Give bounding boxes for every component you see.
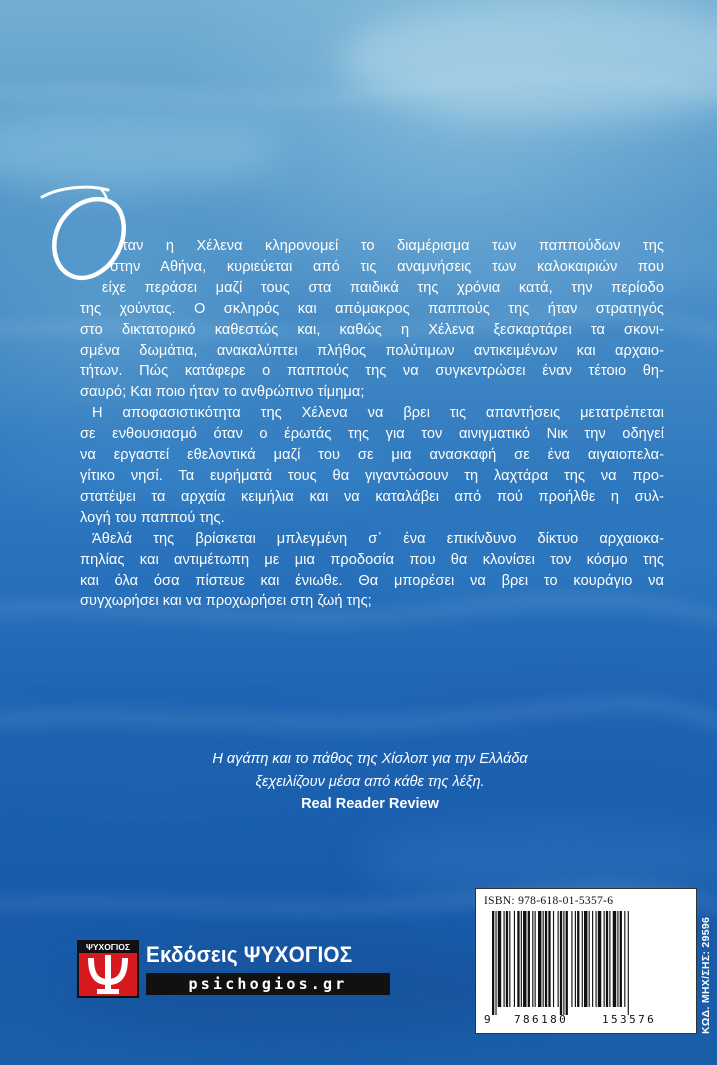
- barcode-bar: [571, 911, 572, 1007]
- barcode-bar: [545, 911, 547, 1007]
- blurb-paragraph-2: [80, 403, 664, 528]
- barcode-bar: [492, 911, 494, 1015]
- text-line: Άθελά της βρίσκεται μπλεγμένη σ᾽ ένα επικίνδυνο δίκτυο αρχαιοκα-: [92, 530, 664, 547]
- isbn-barcode-box: [475, 888, 697, 1034]
- text-line: της χούντας. Ο σκληρός και απόμακρος παππούς της ήταν στρατηγός: [80, 300, 664, 317]
- barcode-bar: [596, 911, 597, 1007]
- text-line: πηλίας και αντιμέτωπη με μια προδοσία που θα κλονίσει τον κόσμο της: [80, 551, 664, 568]
- product-code: ΚΩΔ. ΜΗΧ/ΣΗΣ: 29596: [700, 916, 712, 1034]
- text-line: ταν η Χέλενα κληρονομεί το διαμέρισμα των παππούδων της: [122, 238, 664, 254]
- barcode-bar: [535, 911, 536, 1007]
- barcode-bar: [514, 911, 515, 1007]
- text-line: είχε περάσει μαζί τους στα παιδικά της χρόνια κατά, την περίοδο: [102, 279, 664, 296]
- barcode-bar: [628, 911, 629, 1015]
- ean-first-digit: 9: [484, 1013, 491, 1026]
- ean-right-digits: 153576: [602, 1013, 657, 1026]
- barcode-bar: [620, 911, 622, 1007]
- text-line: Η αποφασιστικότητα της Χέλενα να βρει τις απαντήσεις μετατρέπεται: [92, 405, 664, 422]
- barcode-bar: [575, 911, 576, 1007]
- text-line: σαυρό; Και ποιο ήταν το ανθρώπινο τίμημα;: [80, 384, 365, 401]
- barcode-bar: [609, 911, 610, 1007]
- barcode-bar: [606, 911, 608, 1007]
- barcode-bar: [624, 911, 625, 1007]
- publisher-logo: [77, 940, 139, 998]
- barcode-bar: [592, 911, 593, 1007]
- barcode-bar: [613, 911, 616, 1007]
- publisher-logo-text: ΨΥΧΟΓΙΟΣ: [85, 942, 131, 952]
- text-line: συγχωρήσει και να προχωρήσει στη ζωή της;: [80, 593, 372, 610]
- quote-line: Η αγάπη και το πάθος της Χίσλοπ για την Ελλάδα: [212, 751, 528, 767]
- barcode-bar: [498, 911, 501, 1007]
- publisher-name: Εκδόσεις ΨΥΧΟΓΙΟΣ: [146, 942, 353, 967]
- blurb-paragraph-1: [80, 236, 664, 403]
- text-line: σε ενθουσιασμό όταν ο έρωτάς της για τον αινιγματικό Νικ την οδηγεί: [80, 426, 664, 443]
- barcode-bar: [495, 911, 496, 1015]
- barcode-bar: [560, 911, 562, 1015]
- barcode-bar: [517, 911, 519, 1007]
- barcode-bar: [504, 911, 505, 1007]
- barcode-bar: [582, 911, 583, 1007]
- barcode-image: [484, 911, 688, 1017]
- barcode-bar: [538, 911, 541, 1007]
- barcode-bar: [548, 911, 550, 1007]
- barcode-bar: [553, 911, 554, 1007]
- text-line: γίτικο νησί. Τα ευρήματά τους θα γιγαντώσουν τη λαχτάρα της να προ-: [80, 467, 664, 484]
- barcode-bar: [566, 911, 568, 1015]
- barcode-bar: [563, 911, 564, 1015]
- blurb-paragraph-3: [80, 529, 664, 613]
- barcode-bar: [604, 911, 605, 1007]
- publisher-block: [77, 940, 397, 1000]
- barcode-bar: [598, 911, 601, 1007]
- text-line: λογή του παππού της.: [80, 509, 225, 526]
- barcode-bar: [532, 911, 533, 1007]
- barcode-bar: [509, 911, 510, 1007]
- text-line: και όλα όσα πίστευε και ένιωθε. Θα μπορέσει να βρει το κουράγιο να: [80, 572, 664, 589]
- barcode-bar: [589, 911, 590, 1007]
- isbn-label: ISBN: 978-618-01-5357-6: [484, 895, 614, 907]
- text-line: στην Αθήνα, κυριεύεται από τις αναμνήσεις των καλοκαιριών που: [110, 258, 664, 275]
- publisher-url[interactable]: psichogios.gr: [146, 973, 390, 995]
- text-line: στατέψει τα αρχαία κειμήλια και να καταλάβει από πού προήλθε η συλ-: [80, 488, 664, 505]
- barcode-bar: [528, 911, 530, 1007]
- barcode-bar: [506, 911, 508, 1007]
- quote-source: Real Reader Review: [301, 796, 439, 812]
- review-quote: [190, 748, 550, 816]
- text-line: τήτων. Πώς κατάφερε ο παππούς της να συγκεντρώσει έναν τέτοιο θη-: [80, 363, 664, 380]
- barcode-bar: [577, 911, 579, 1007]
- barcode-bar: [543, 911, 544, 1007]
- text-line: σμένα δωμάτια, ανακαλύπτει πλήθος πολύτιμων αντικειμένων και αρχαιο-: [80, 342, 664, 359]
- barcode-bar: [523, 911, 526, 1007]
- barcode-bar: [584, 911, 587, 1007]
- quote-line: ξεχειλίζουν μέσα από κάθε της λέξη.: [255, 773, 485, 790]
- barcode-bar: [521, 911, 522, 1007]
- blurb-text: [80, 236, 664, 612]
- text-line: στο δικτατορικό καθεστώς και, καθώς η Χέλενα ξεσκαρτάρει τα σκονι-: [80, 321, 664, 338]
- ean-left-digits: 786180: [514, 1013, 569, 1026]
- text-line: να εργαστεί εθελοντικά μαζί του σε μια ανασκαφή σε ένα αιγαιοπελα-: [80, 447, 664, 464]
- barcode-bar: [558, 911, 559, 1007]
- barcode-bar: [617, 911, 618, 1007]
